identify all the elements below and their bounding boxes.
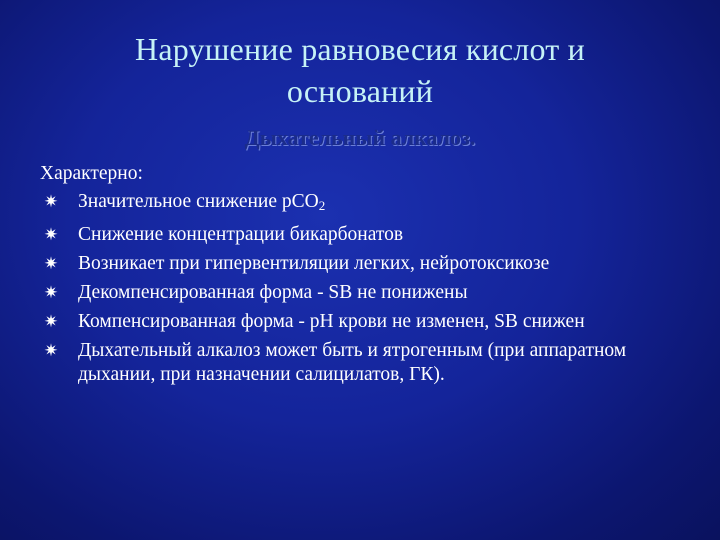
list-item-text: Компенсированная форма - pH крови не изменен, SB снижен xyxy=(78,311,585,332)
list-item xyxy=(40,190,700,218)
asterisk-star-icon: ✷ xyxy=(43,312,59,331)
asterisk-star-icon: ✷ xyxy=(43,341,59,360)
bullet-list xyxy=(40,190,700,387)
list-item xyxy=(40,310,700,334)
slide-subtitle: Дыхательный алкалоз. xyxy=(244,125,476,150)
list-item-text: Снижение концентрации бикарбонатов xyxy=(78,224,404,245)
intro-text: Характерно: xyxy=(40,163,143,184)
list-item-text: Возникает при гипервентиляции легких, нейротоксикозе xyxy=(78,253,550,274)
list-item xyxy=(40,281,700,305)
list-item xyxy=(40,223,700,247)
list-item-text: Декомпенсированная форма - SB не понижены xyxy=(78,282,468,303)
list-item-subscript: 2 xyxy=(318,198,326,213)
list-item xyxy=(40,339,700,387)
asterisk-star-icon: ✷ xyxy=(43,283,59,302)
slide-title: Нарушение равновесия кислот и оснований xyxy=(135,31,585,109)
list-item-text: Дыхательный алкалоз может быть и ятрогенным (при аппаратном дыхании, при назначении салицилатов, ГК). xyxy=(78,340,627,385)
list-item-text: Значительное снижение pCO xyxy=(78,191,319,212)
asterisk-star-icon: ✷ xyxy=(43,254,59,273)
asterisk-star-icon: ✷ xyxy=(43,192,59,211)
slide-content xyxy=(40,162,700,392)
list-item xyxy=(40,252,700,276)
asterisk-star-icon: ✷ xyxy=(43,225,59,244)
